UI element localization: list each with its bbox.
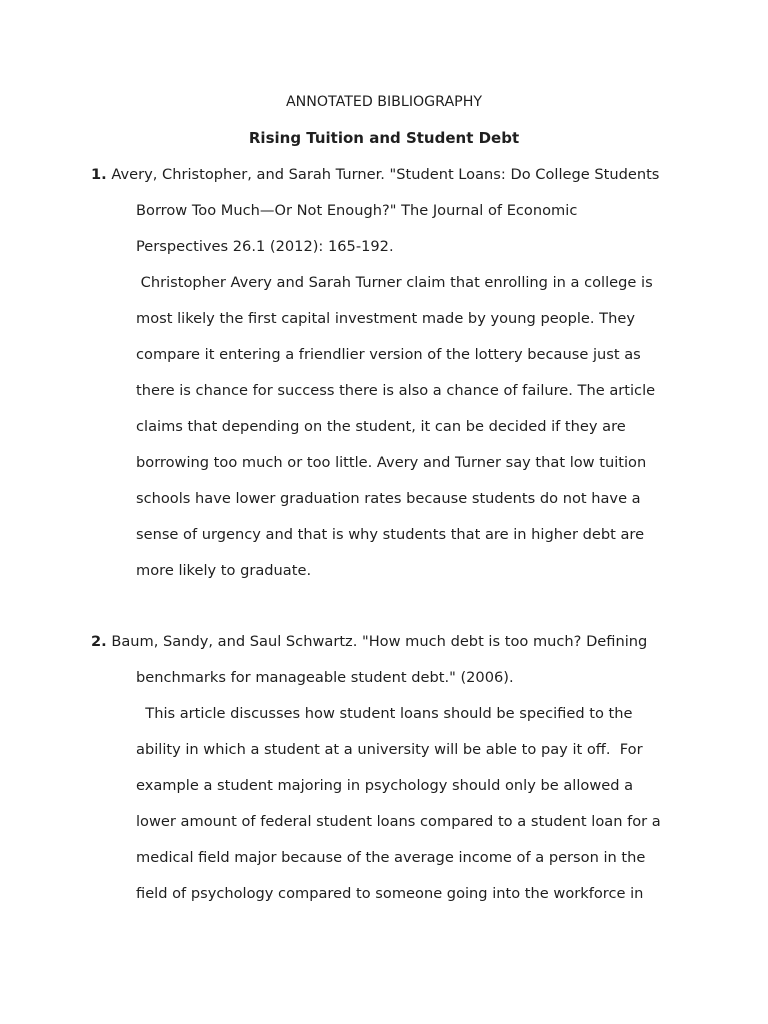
annotation-text: This article discusses how student loans should be specified to the xyxy=(136,705,633,722)
entry-number: 2. xyxy=(91,633,107,650)
annotation-text: more likely to graduate. xyxy=(136,562,312,579)
annotation-text: claims that depending on the student, it can be decided if they are xyxy=(136,418,626,435)
annotation-text: lower amount of federal student loans compared to a student loan for a xyxy=(136,813,661,830)
citation-text: Perspectives 26.1 (2012): 165-192. xyxy=(136,238,394,255)
entry-citation-line-1 xyxy=(91,165,659,185)
citation-text: Avery, Christopher, and Sarah Turner. "Student Loans: Do College Students xyxy=(111,166,660,183)
annotation-text: example a student majoring in psychology should only be allowed a xyxy=(136,777,634,794)
annotation-text: there is chance for success there is also a chance of failure. The article xyxy=(136,382,656,399)
entry-citation-line-1 xyxy=(91,632,647,652)
annotation-text: schools have lower graduation rates because students do not have a xyxy=(136,490,641,507)
entry-number: 1. xyxy=(91,166,107,183)
citation-text: Borrow Too Much—Or Not Enough?" The Journal of Economic xyxy=(136,202,578,219)
annotation-text: Christopher Avery and Sarah Turner claim that enrolling in a college is xyxy=(136,274,653,291)
annotation-text: borrowing too much or too little. Avery and Turner say that low tuition xyxy=(136,454,647,471)
annotation-text: field of psychology compared to someone going into the workforce in xyxy=(136,885,644,902)
document-title: ANNOTATED BIBLIOGRAPHY xyxy=(285,94,483,110)
document-subtitle: Rising Tuition and Student Debt xyxy=(248,129,520,147)
annotation-text: medical field major because of the average income of a person in the xyxy=(136,849,646,866)
citation-text: Baum, Sandy, and Saul Schwartz. "How much debt is too much? Defining xyxy=(111,633,648,650)
citation-text: benchmarks for manageable student debt." (2006). xyxy=(136,669,514,686)
annotation-text: compare it entering a friendlier version of the lottery because just as xyxy=(136,346,641,363)
annotation-text: ability in which a student at a university will be able to pay it off. For xyxy=(136,741,643,758)
annotation-text: most likely the first capital investment made by young people. They xyxy=(136,310,635,327)
annotation-text: sense of urgency and that is why students that are in higher debt are xyxy=(136,526,645,543)
